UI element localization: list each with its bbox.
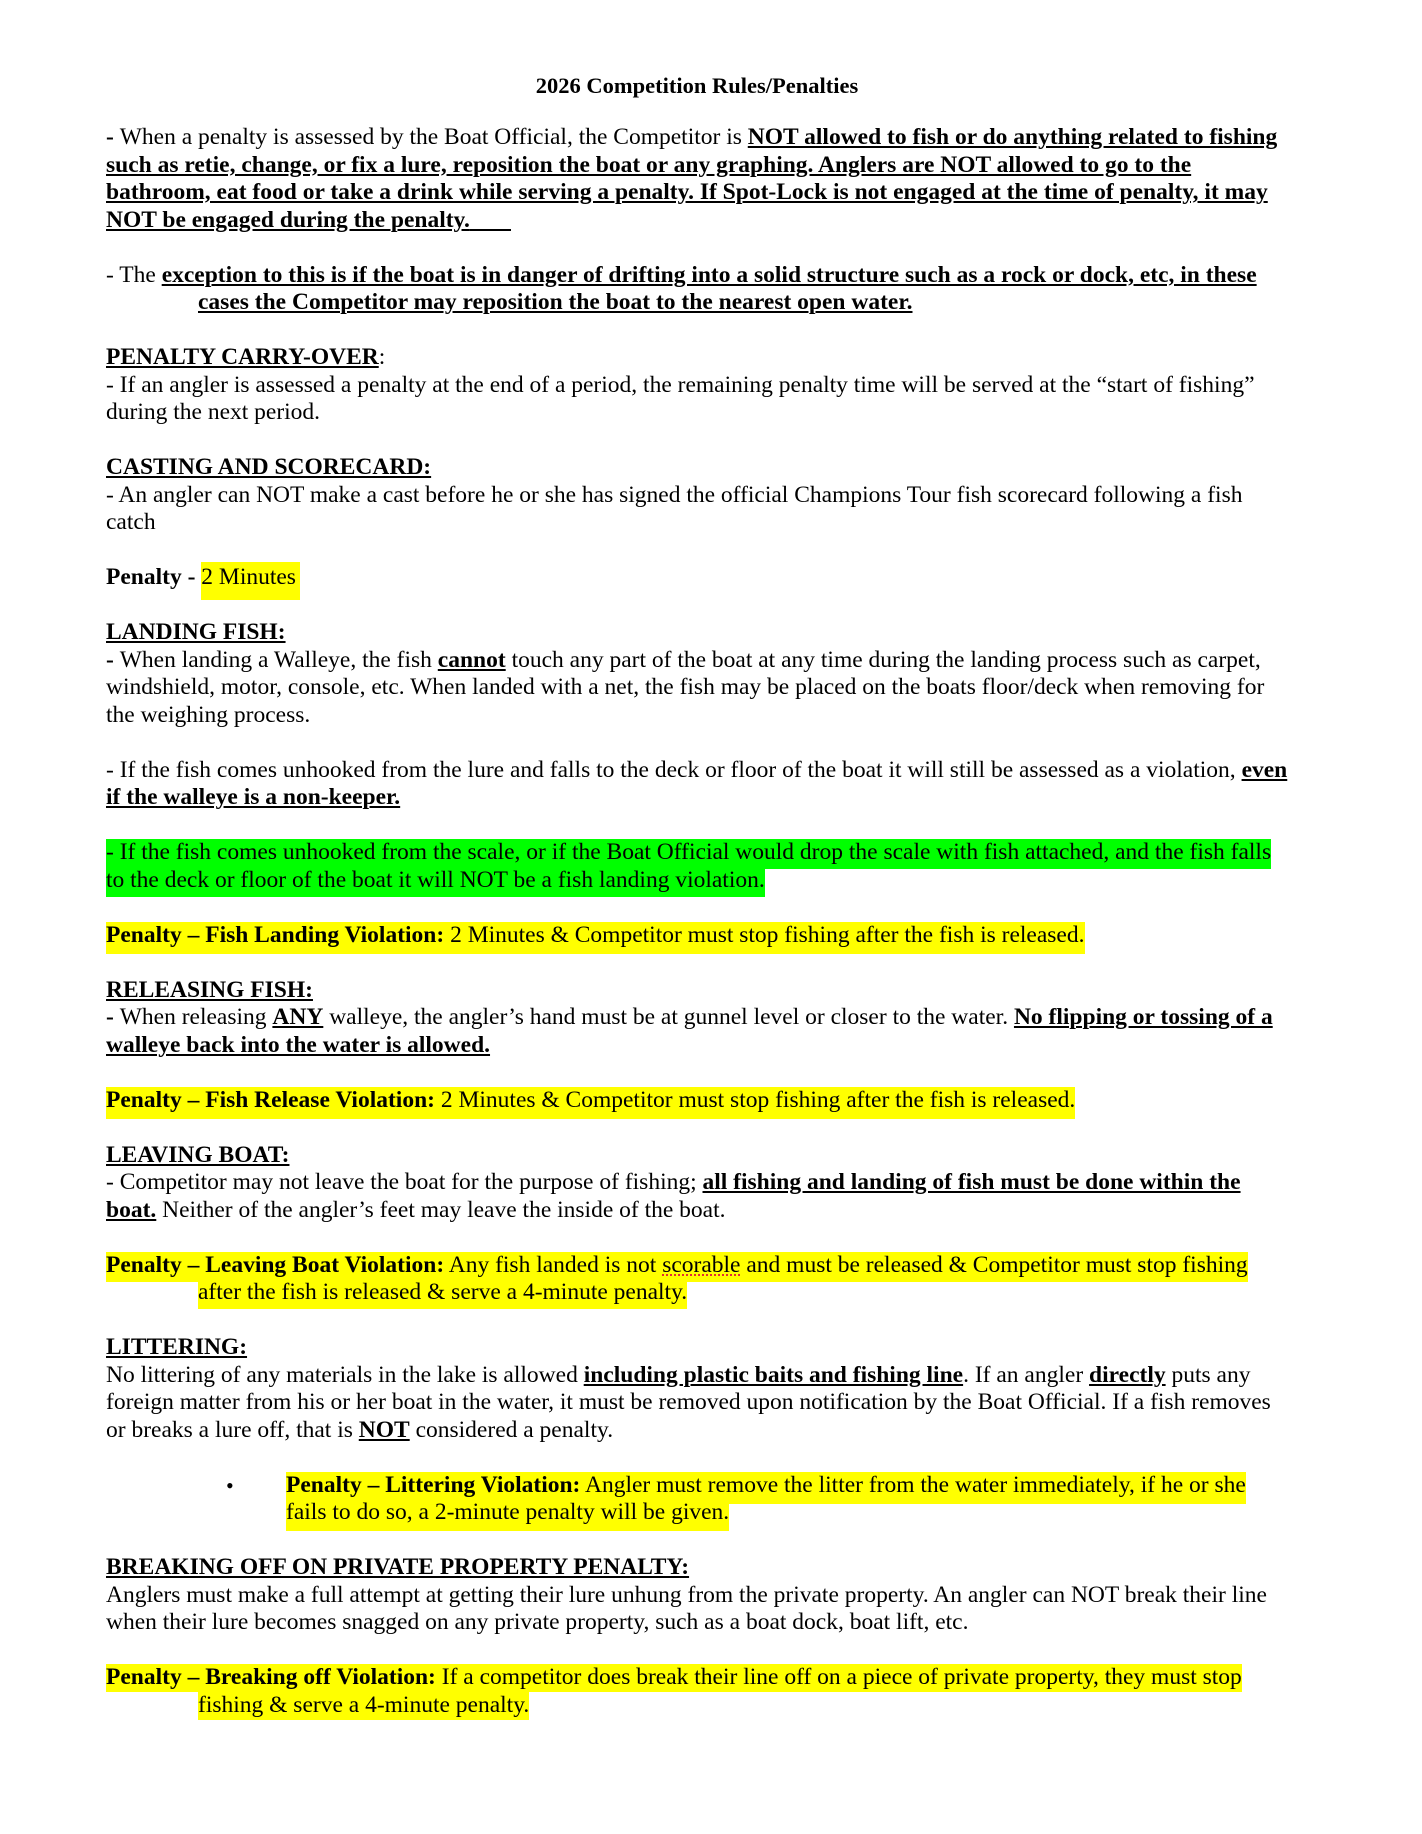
casting-text: - An angler can NOT make a cast before he or she has signed the official Champions Tour fish scorecard following a fish catch xyxy=(106,481,1243,535)
casting-penalty: Penalty - 2 Minutes xyxy=(106,564,1288,592)
carryover-text: - If an angler is assessed a penalty at the end of a period, the remaining penalty time will be served at the “start of fishing” during the next period. xyxy=(106,371,1255,425)
landing-penalty: Penalty – Fish Landing Violation: 2 Minutes & Competitor must stop fishing after the fish is released. xyxy=(106,922,1288,950)
casting-heading: CASTING AND SCORECARD: xyxy=(106,454,432,480)
spellcheck-word: scorable xyxy=(662,1251,741,1278)
intro-exception-bold: exception to this is if the boat is in danger of drifting into a solid structure such as a rock or dock, etc, in these cases the Competitor may reposition the boat to the nearest open water. xyxy=(161,261,1257,315)
leaving-penalty: Penalty – Leaving Boat Violation: Any fish landed is not scorable and must be released & Competitor must stop fishing after the fish is released & serve a 4-minute penalty. xyxy=(106,1252,1288,1307)
leaving-heading: LEAVING BOAT: xyxy=(106,1141,290,1168)
littering-heading: LITTERING: xyxy=(106,1334,248,1360)
bullet-icon: • xyxy=(226,1472,234,1498)
document-page xyxy=(106,72,1288,1719)
littering-text: No littering of any materials in the lake is allowed including plastic baits and fishing line. If an angler directly puts any foreign matter from his or her boat in the water, it must be removed upon notification by the Boat Official. If a fish removes or breaks a lure off, that is NOT considered a penalty. xyxy=(106,1361,1271,1443)
leaving-text: - Competitor may not leave the boat for the purpose of fishing; all fishing and landing of fish must be done within the boat. Neither of the angler’s feet may leave the inside of the boat. xyxy=(106,1169,1241,1223)
releasing-penalty: Penalty – Fish Release Violation: 2 Minutes & Competitor must stop fishing after the fish is released. xyxy=(106,1087,1288,1115)
landing-scale-note: - If the fish comes unhooked from the scale, or if the Boat Official would drop the scale with fish attached, and the fish falls to the deck or floor of the boat it will NOT be a fish landing violation. xyxy=(106,839,1271,897)
breaking-text: Anglers must make a full attempt at getting their lure unhung from the private property. An angler can NOT break their line when their lure becomes snagged on any private property, such as a boat dock, boat lift, etc. xyxy=(106,1581,1267,1635)
breaking-penalty: Penalty – Breaking off Violation: If a competitor does break their line off on a piece of private property, they must stop fishing & serve a 4-minute penalty. xyxy=(106,1664,1242,1718)
carryover-heading: PENALTY CARRY-OVER: xyxy=(106,344,386,370)
casting-penalty-value: 2 Minutes xyxy=(201,562,300,600)
intro-paragraph-2: - The exception to this is if the boat is in danger of drifting into a solid structure such as a rock or dock, etc, in these cases the Competitor may reposition the boat to the nearest open water. xyxy=(106,261,1257,315)
breaking-heading: BREAKING OFF ON PRIVATE PROPERTY PENALTY: xyxy=(106,1554,690,1580)
landing-paragraph-3 xyxy=(106,839,1288,894)
releasing-heading: RELEASING FISH: xyxy=(106,976,313,1003)
landing-paragraph-1: - When landing a Walleye, the fish cannot touch any part of the boat at any time during the landing process such as carpet, windshield, motor, console, etc. When landed with a net, the fish may be placed on the boats floor/deck when removing for the weighing process. xyxy=(106,646,1265,728)
littering-penalty-bullet xyxy=(106,1472,1288,1527)
intro-paragraph-1: - When a penalty is assessed by the Boat Official, the Competitor is NOT allowed to fish or do anything related to fishing such as retie, change, or fix a lure, reposition the boat or any graphing. Anglers are NOT allowed to go to the bathroom, eat food or take a drink while serving a penalty. If Spot-Lock is not engaged at the time of penalty, it may NOT be engaged during the penalty. xyxy=(106,124,1278,233)
intro-rule-bold: NOT allowed to fish or do anything related to fishing such as retie, change, or fix a lure, reposition the boat or any graphing. Anglers are NOT allowed to go to the bathroom, eat food or take a drink while serving a penalty. If Spot-Lock is not engaged at the time of penalty, it may NOT be engaged during the penalty. xyxy=(106,124,1278,233)
landing-paragraph-2: - If the fish comes unhooked from the lure and falls to the deck or floor of the boat it will still be assessed as a violation, even if the walleye is a non-keeper. xyxy=(106,756,1288,810)
littering-penalty: Penalty – Littering Violation: Angler must remove the litter from the water immediately, if he or she fails to do so, a 2-minute penalty will be given. xyxy=(286,1472,1288,1527)
document-title: 2026 Competition Rules/Penalties xyxy=(535,73,859,98)
releasing-text: - When releasing ANY walleye, the angler’s hand must be at gunnel level or closer to the water. No flipping or tossing of a walleye back into the water is allowed. xyxy=(106,1004,1273,1058)
landing-heading: LANDING FISH: xyxy=(106,619,286,645)
